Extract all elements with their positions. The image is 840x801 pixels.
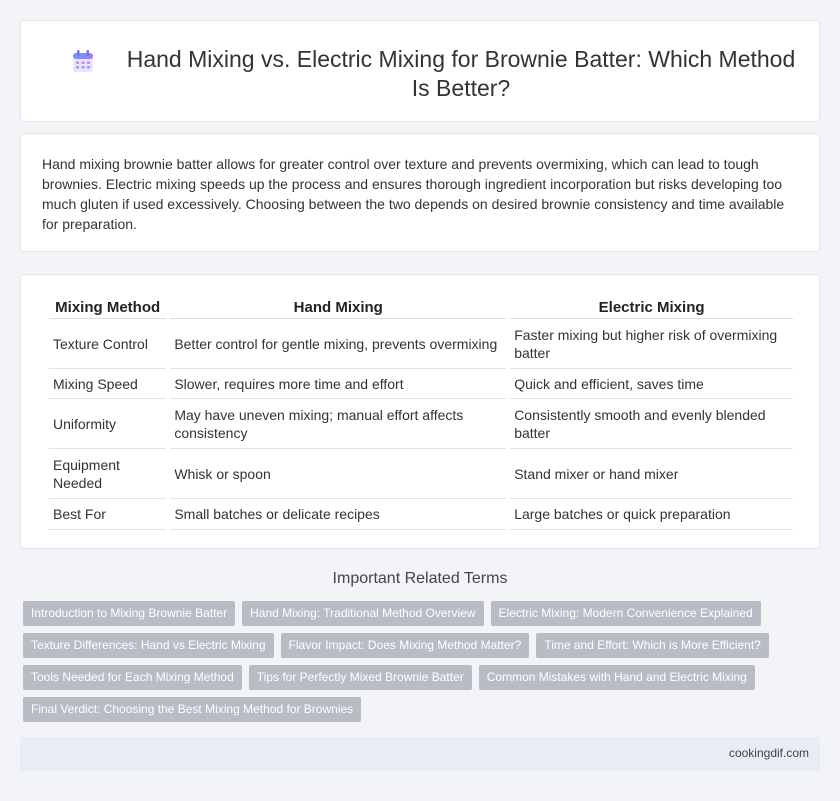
- hand-cell: May have uneven mixing; manual effort affects consistency: [170, 399, 506, 449]
- related-term-tag[interactable]: Hand Mixing: Traditional Method Overview: [242, 601, 483, 626]
- related-term-tag[interactable]: Texture Differences: Hand vs Electric Mixing: [23, 633, 274, 658]
- table-header-row: [49, 295, 793, 319]
- row-label: Mixing Speed: [49, 369, 166, 399]
- table-row: [49, 399, 793, 449]
- header-electric-mixing: Electric Mixing: [510, 295, 793, 319]
- related-terms-title: Important Related Terms: [332, 570, 508, 587]
- related-term-tag[interactable]: Tips for Perfectly Mixed Brownie Batter: [249, 665, 472, 690]
- footer-bar: [20, 737, 820, 771]
- electric-cell: Large batches or quick preparation: [510, 499, 793, 530]
- header-hand-mixing: Hand Mixing: [170, 295, 506, 319]
- row-label: Texture Control: [49, 319, 166, 369]
- site-link[interactable]: cookingdif.com: [728, 746, 809, 760]
- row-label: Equipment Needed: [49, 449, 166, 499]
- related-terms-tags: [23, 601, 823, 729]
- electric-cell: Stand mixer or hand mixer: [510, 449, 793, 499]
- related-term-tag[interactable]: Flavor Impact: Does Mixing Method Matter?: [281, 633, 530, 658]
- comparison-card: [20, 274, 820, 549]
- table-row: [49, 449, 793, 499]
- related-term-tag[interactable]: Common Mistakes with Hand and Electric Mixing: [479, 665, 755, 690]
- hand-cell: Small batches or delicate recipes: [170, 499, 506, 530]
- related-term-tag[interactable]: Tools Needed for Each Mixing Method: [23, 665, 242, 690]
- electric-cell: Quick and efficient, saves time: [510, 369, 793, 399]
- related-term-tag[interactable]: Final Verdict: Choosing the Best Mixing Method for Brownies: [23, 697, 361, 722]
- row-label: Best For: [49, 499, 166, 530]
- title-card: [20, 20, 820, 122]
- row-label: Uniformity: [49, 399, 166, 449]
- calendar-icon: [70, 48, 96, 74]
- header-mixing-method: Mixing Method: [49, 295, 166, 319]
- related-term-tag[interactable]: Introduction to Mixing Brownie Batter: [23, 601, 235, 626]
- intro-card: [20, 133, 820, 252]
- hand-cell: Whisk or spoon: [170, 449, 506, 499]
- table-row: [49, 499, 793, 530]
- electric-cell: Faster mixing but higher risk of overmixing batter: [510, 319, 793, 369]
- related-term-tag[interactable]: Time and Effort: Which is More Efficient?: [536, 633, 769, 658]
- hand-cell: Better control for gentle mixing, prevents overmixing: [170, 319, 506, 369]
- page-title: Hand Mixing vs. Electric Mixing for Brownie Batter: Which Method Is Better?: [126, 46, 796, 101]
- intro-paragraph: Hand mixing brownie batter allows for greater control over texture and prevents overmixing, which can lead to tough brownies. Electric mixing speeds up the process and ensures thorough ingredient incorporation but risks developing too much gluten if used excessively. Choosing between the two depends on desired brownie consistency and time available for preparation.: [42, 156, 785, 232]
- hand-cell: Slower, requires more time and effort: [170, 369, 506, 399]
- table-row: [49, 369, 793, 399]
- comparison-table: [45, 295, 797, 530]
- table-row: [49, 319, 793, 369]
- related-term-tag[interactable]: Electric Mixing: Modern Convenience Explained: [491, 601, 761, 626]
- electric-cell: Consistently smooth and evenly blended batter: [510, 399, 793, 449]
